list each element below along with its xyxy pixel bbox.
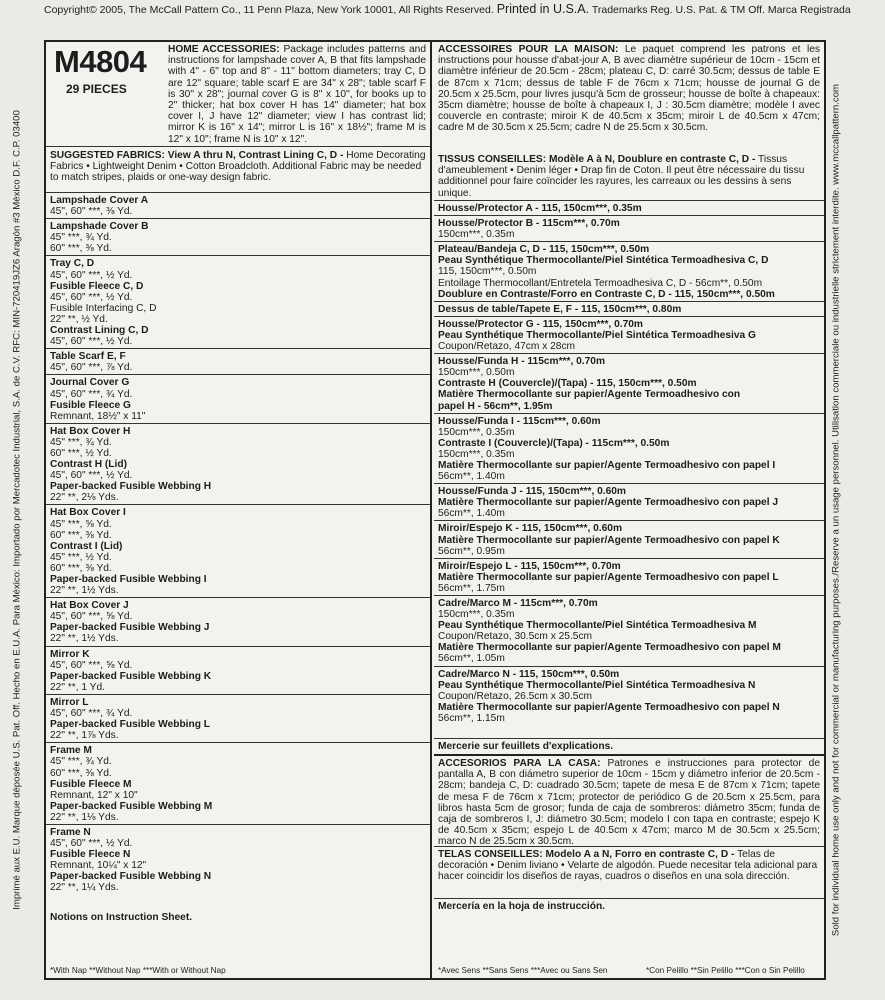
item-amount: Fusible Interfacing C, D: [50, 302, 157, 314]
item-heading: Mirror K: [50, 648, 90, 660]
item-amount: 56cm**, 1.05m: [438, 653, 505, 665]
item-amount: Remnant, 10¼" x 12": [50, 860, 147, 872]
spanish-footnote: *Con Pelillo **Sin Pelillo ***Con o Sin Pelillo: [646, 966, 805, 975]
french-title: ACCESSOIRES POUR LA MAISON:: [438, 44, 619, 55]
side-legal-left: [8, 40, 26, 980]
copyright-text: Copyright© 2005, The McCall Pattern Co., 11 Penn Plaza, New York 10001, All Rights Reserved.: [44, 4, 494, 16]
item-heading: Cadre/Marco N - 115, 150cm***, 0.50m: [438, 668, 620, 680]
item-heading: Housse/Funda I - 115cm***, 0.60m: [438, 415, 601, 427]
metric-yardage-row: [434, 353, 824, 412]
item-amount: 22" **, 1⅛ Yds.: [50, 811, 119, 823]
trademark-text: Trademarks Reg. U.S. Pat. & TM Off. Marca Registrada: [591, 4, 851, 16]
item-amount: 45", 60" ***, ½ Yd.: [50, 269, 133, 281]
item-heading: Plateau/Bandeja C, D - 115, 150cm***, 0.50m: [438, 244, 650, 256]
item-amount: Remnant, 18½" x 11": [50, 410, 146, 422]
english-yardage-row: [46, 646, 430, 694]
item-heading: Lampshade Cover A: [50, 195, 149, 206]
english-column: [46, 42, 432, 978]
item-heading: Paper-backed Fusible Webbing L: [50, 719, 211, 731]
metric-yardage-row: [434, 301, 824, 316]
item-heading: Contraste H (Couvercle)/(Tapa) - 115, 150cm***, 0.50m: [438, 378, 697, 390]
item-amount: 45" ***, ¾ Yd.: [50, 436, 112, 448]
item-heading: Contraste I (Couvercle)/(Tapa) - 115cm***, 0.50m: [438, 437, 670, 449]
telas-text: Telas de decoración • Denim liviano • Velarte de algodón. Puede necesitar tela adicional para hacer coincidir los diseños de rayas, cuadros o diseños en una sola dirección.: [438, 849, 818, 883]
item-amount: 115, 150cm***, 0.50m: [438, 266, 537, 278]
item-amount: 45", 60" ***, ½ Yd.: [50, 336, 133, 348]
content-frame: [44, 40, 826, 980]
item-heading: papel H - 56cm**, 1.95m: [438, 400, 553, 412]
item-heading: Frame N: [50, 826, 91, 838]
item-amount: 60" ***, ⅜ Yd.: [50, 562, 112, 574]
french-footnote: *Avec Sens **Sans Sens ***Avec ou Sans Sen: [438, 966, 608, 975]
item-amount: 45", 60" ***, ¾ Yd.: [50, 708, 133, 720]
item-heading: Peau Synthétique Thermocollante/Piel Sintética Termoadhesiva M: [438, 620, 757, 632]
suggested-fabrics-title: SUGGESTED FABRICS: View A thru N, Contrast Lining C, D -: [50, 150, 344, 161]
item-heading: Housse/Protector B - 115cm***, 0.70m: [438, 218, 620, 230]
item-heading: Journal Cover G: [50, 377, 130, 389]
suggested-fabrics-text: Home Decorating Fabrics • Lightweight Denim • Cotton Broadcloth. Additional Fabric may be needed to match stripes, plaids or one-way design fabric.: [50, 150, 426, 184]
item-amount: 22" **, 1½ Yds.: [50, 585, 119, 597]
tissus-title: TISSUS CONSEILLES: Modèle A à N, Doublure en contraste C, D -: [438, 154, 756, 165]
item-amount: 22" **, 1⅞ Yds.: [50, 730, 119, 742]
item-heading: Hat Box Cover I: [50, 507, 126, 519]
item-heading: Cadre/Marco M - 115cm***, 0.70m: [438, 598, 598, 609]
metric-yardage-row: [434, 666, 824, 725]
item-amount: 45" ***, ½ Yd.: [50, 551, 112, 563]
pattern-header-box: [46, 42, 430, 147]
item-heading: Paper-backed Fusible Webbing H: [50, 481, 212, 493]
english-description: [168, 44, 426, 145]
item-heading: Fusible Fleece M: [50, 778, 132, 790]
item-amount: 22" **, 1 Yd.: [50, 681, 105, 693]
french-description: [438, 44, 820, 134]
suggested-fabrics: [50, 150, 428, 184]
spanish-description: [434, 754, 824, 850]
metric-yardage-row: [434, 413, 824, 484]
metric-yardage-row: [434, 520, 824, 557]
item-amount: 45" ***, ¾ Yd.: [50, 232, 112, 244]
item-amount: 45" ***, ¾ Yd.: [50, 756, 112, 768]
item-heading: Doublure en Contraste/Forro en Contraste C, D - 115, 150cm***, 0.50m: [438, 288, 775, 300]
item-heading: Miroir/Espejo K - 115, 150cm***, 0.60m: [438, 523, 623, 535]
item-heading: Housse/Funda H - 115cm***, 0.70m: [438, 356, 606, 368]
item-heading: Paper-backed Fusible Webbing K: [50, 670, 212, 682]
item-amount: 45", 60" ***, ⅜ Yd.: [50, 206, 133, 218]
item-heading: Paper-backed Fusible Webbing N: [50, 871, 212, 883]
english-footnote: *With Nap **Without Nap ***With or Without Nap: [50, 966, 226, 975]
item-amount: 45", 60" ***, ½ Yd.: [50, 470, 133, 482]
english-yardage-row: [46, 597, 430, 645]
item-heading: Peau Synthétique Thermocollante/Piel Sintética Termoadhesiva N: [438, 679, 756, 691]
header-line: [44, 2, 851, 16]
side-legal-right-text: Sold for individual home use only and not for commercial or manufacturing purposes./Reserve a un usage personnel. Utilisation commerciale ou industrielle strictement interdite. www.mccallpattern.com: [830, 83, 842, 937]
english-yardage-row: [46, 504, 430, 597]
item-heading: Housse/Protector G - 115, 150cm***, 0.70m: [438, 318, 643, 330]
item-heading: Paper-backed Fusible Webbing M: [50, 800, 213, 812]
item-amount: 22" **, ½ Yd.: [50, 313, 108, 325]
english-yardage-row: [46, 348, 430, 374]
english-yardage-row: [46, 742, 430, 824]
tissus-text: Tissus d'ameublement • Denim léger • Drap fin de Coton. Il peut être nécessaire du tissu additionnel pour faire coïncider les rayures, les carreaux ou les dessins à sens unique.: [438, 154, 805, 199]
pattern-number: M4804: [54, 44, 147, 79]
item-amount: 45" ***, ⅝ Yd.: [50, 518, 112, 530]
item-amount: Entoilage Thermocollant/Entretela Termoadhesiva C, D - 56cm**, 0.50m: [438, 277, 763, 289]
item-heading: Peau Synthétique Thermocollante/Piel Sintética Termoadhesiva C, D: [438, 255, 769, 267]
english-yardage-row: [46, 374, 430, 422]
item-amount: 22" **, 1¼ Yds.: [50, 882, 119, 894]
metric-yardage-list: [434, 200, 824, 725]
item-amount: Remnant, 12" x 10": [50, 789, 138, 801]
mercerie-note: Mercerie sur feuillets d'explications.: [434, 738, 824, 754]
english-description-text: Package includes patterns and instructions for lampshade cover A, B that fits lampshade with 4" - 6" top and 8" - 11" bottom diameters; tray C, D are 12" square; table scarf E are 34" x 28"; table scarf F is 30" x 28"; journal cover G is 8" x 10", for books up to 2" thicker; hat box cover H has 14" diameter; hat box cover I, J have 12" diameter; view I has contrast lid; mirror K is 16" x 14"; mirror L is 16" x 18½"; frame M is 12" x 10"; frame N is 10" x 12".: [168, 44, 426, 145]
metric-yardage-row: [434, 595, 824, 666]
item-heading: Contrast I (Lid): [50, 540, 123, 552]
item-amount: 60" ***, ⅜ Yd.: [50, 243, 112, 255]
french-spanish-column: [434, 42, 824, 978]
item-amount: 22" **, 2⅛ Yds.: [50, 492, 119, 504]
item-amount: 56cm**, 1.15m: [438, 712, 505, 724]
item-heading: Fusible Fleece C, D: [50, 280, 144, 292]
item-heading: Contrast Lining C, D: [50, 325, 149, 337]
item-amount: 60" ***, ½ Yd.: [50, 447, 112, 459]
item-amount: 45", 60" ***, ⅞ Yd.: [50, 362, 133, 374]
item-heading: Housse/Funda J - 115, 150cm***, 0.60m: [438, 486, 626, 498]
item-heading: Mirror L: [50, 696, 89, 708]
item-heading: Table Scarf E, F: [50, 351, 126, 363]
metric-yardage-row: [434, 483, 824, 520]
item-heading: Matière Thermocollante sur papier/Agente Termoadhesivo con papel M: [438, 642, 781, 654]
item-heading: Paper-backed Fusible Webbing J: [50, 622, 210, 634]
merceria-note: Mercería en la hoja de instrucción.: [434, 898, 824, 914]
french-description-text: Le paquet comprend les patrons et les instructions pour housse d'abat-jour A, B avec diamètre supérieur de 10cm - 15cm et diamètre inférieur de 20.5cm - 28cm; plateau C, D: carré 30.5cm; dessus de table E de 87cm x 71cm; dessus de table F de 76cm x 71cm; housse de journal G de 20.5cm x 25.5cm, pour livres jusqu'à 5cm de grosseur; housse de boîte à chapeaux: 35cm diamètre; housse de boîte à chapeaux I, J : 30.5cm diamètre; modèle I avec couvercle en contraste; miroir K de 40.5cm x 35cm; miroir L de 40.5cm x 47cm; cadre M de 30.5cm x 25.5cm; cadre N de 25.5cm x 30.5cm.: [438, 44, 820, 134]
english-yardage-row: [46, 218, 430, 255]
item-heading: Dessus de table/Tapete E, F - 115, 150cm***, 0.80m: [438, 303, 682, 315]
item-amount: 150cm***, 0.35m: [438, 609, 515, 621]
item-heading: Frame M: [50, 745, 92, 757]
side-legal-left-text: Imprimé aux E.U. Marque déposée U.S. Pat. Off. Hecho en E.U.A. Para México: Importado por Mercadotec Industrial, S.A. de C.V. RFC: MIN-720419JZ6 Aragón #3 México D.F. C.P. 03400: [11, 110, 23, 910]
item-amount: 56cm**, 1.40m: [438, 508, 505, 520]
item-heading: Matière Thermocollante sur papier/Agente Termoadhesivo con papel L: [438, 571, 779, 583]
item-amount: 22" **, 1½ Yds.: [50, 633, 119, 645]
metric-yardage-row: [434, 215, 824, 241]
item-heading: Paper-backed Fusible Webbing I: [50, 574, 207, 585]
english-yardage-row: [46, 824, 430, 895]
item-amount: 150cm***, 0.35m: [438, 448, 515, 460]
item-heading: Peau Synthétique Thermocollante/Piel Sintética Termoadhesiva G: [438, 329, 756, 341]
english-yardage-row: [46, 255, 430, 348]
metric-yardage-row: [434, 558, 824, 595]
metric-yardage-row: [434, 316, 824, 353]
printed-text: Printed in U.S.A.: [496, 2, 590, 16]
metric-yardage-row: [434, 241, 824, 300]
item-amount: 150cm***, 0.50m: [438, 367, 515, 379]
item-heading: Fusible Fleece G: [50, 399, 131, 411]
item-amount: 45", 60" ***, ½ Yd.: [50, 291, 133, 303]
telas-title: TELAS CONSEILLES: Modelo A a N, Forro en contraste C, D -: [438, 849, 735, 860]
item-amount: 56cm**, 0.95m: [438, 545, 505, 557]
item-heading: Tray C, D: [50, 258, 95, 270]
item-heading: Matière Thermocollante sur papier/Agente Termoadhesivo con: [438, 389, 741, 401]
item-amount: 45", 60" ***, ⅝ Yd.: [50, 659, 133, 671]
item-heading: Matière Thermocollante sur papier/Agente Termoadhesivo con papel J: [438, 497, 779, 509]
pieces-count: 29 PIECES: [66, 82, 127, 96]
side-legal-right: [827, 40, 845, 980]
item-amount: Coupon/Retazo, 30.5cm x 25.5cm: [438, 631, 593, 643]
metric-yardage-row: [434, 200, 824, 215]
english-yardage-row: [46, 192, 430, 218]
english-yardage-list: [46, 192, 430, 895]
english-title: HOME ACCESSORIES:: [168, 44, 280, 55]
item-heading: Miroir/Espejo L - 115, 150cm***, 0.70m: [438, 560, 621, 572]
spanish-description-text: Patrones e instrucciones para protector de pantalla A, B con diámetro superior de 10cm - 15cm y diámetro inferior de 20.5cm - 28cm; bandeja C, D: cuadrado 30.5cm; tapete de mesa E de 87cm x 71cm; tapete de mesa F de 76cm x 71cm; protector de periódico G de 20.5cm x 25.5cm, para libros hasta 5cm de grosor; funda de caja de sombreros: diámetro 35cm; funda de caja de sombreros I, J: diámetro 30.5cm; modelo I con tapa en contraste; espejo K de 40.5cm x 35cm; espejo L de 40.5cm x 47cm; marco M de 30.5cm x 25.5cm; marco N de 25.5cm x 30.5cm.: [438, 758, 820, 848]
item-heading: Matière Thermocollante sur papier/Agente Termoadhesivo con papel N: [438, 701, 780, 713]
spanish-title: ACCESORIOS PARA LA CASA:: [438, 758, 601, 769]
telas-conseilles: [434, 846, 824, 885]
item-amount: Coupon/Retazo, 26.5cm x 30.5cm: [438, 690, 593, 702]
item-amount: 56cm**, 1.75m: [438, 582, 505, 594]
item-amount: 60" ***, ⅜ Yd.: [50, 529, 112, 541]
item-amount: 56cm**, 1.40m: [438, 471, 505, 483]
item-amount: 150cm***, 0.35m: [438, 426, 515, 438]
item-heading: Hat Box Cover J: [50, 600, 129, 612]
item-amount: 45", 60" ***, ⅝ Yd.: [50, 611, 133, 623]
item-heading: Matière Thermocollante sur papier/Agente Termoadhesivo con papel K: [438, 534, 780, 546]
item-amount: 45", 60" ***, ¾ Yd.: [50, 388, 133, 400]
item-heading: Housse/Protector A - 115, 150cm***, 0.35m: [438, 203, 642, 214]
item-amount: 60" ***, ⅜ Yd.: [50, 767, 112, 779]
item-amount: 45", 60" ***, ½ Yd.: [50, 838, 133, 850]
english-yardage-row: [46, 694, 430, 742]
notions-note: Notions on Instruction Sheet.: [50, 912, 193, 923]
item-heading: Lampshade Cover B: [50, 221, 149, 233]
tissus-conseilles: [438, 154, 820, 199]
item-heading: Fusible Fleece N: [50, 849, 131, 861]
english-yardage-row: [46, 423, 430, 505]
item-heading: Contrast H (Lid): [50, 459, 127, 471]
item-heading: Matière Thermocollante sur papier/Agente Termoadhesivo con papel I: [438, 459, 776, 471]
item-heading: Hat Box Cover H: [50, 425, 131, 437]
item-amount: 150cm***, 0.35m: [438, 229, 515, 241]
item-amount: Coupon/Retazo, 47cm x 28cm: [438, 341, 576, 353]
